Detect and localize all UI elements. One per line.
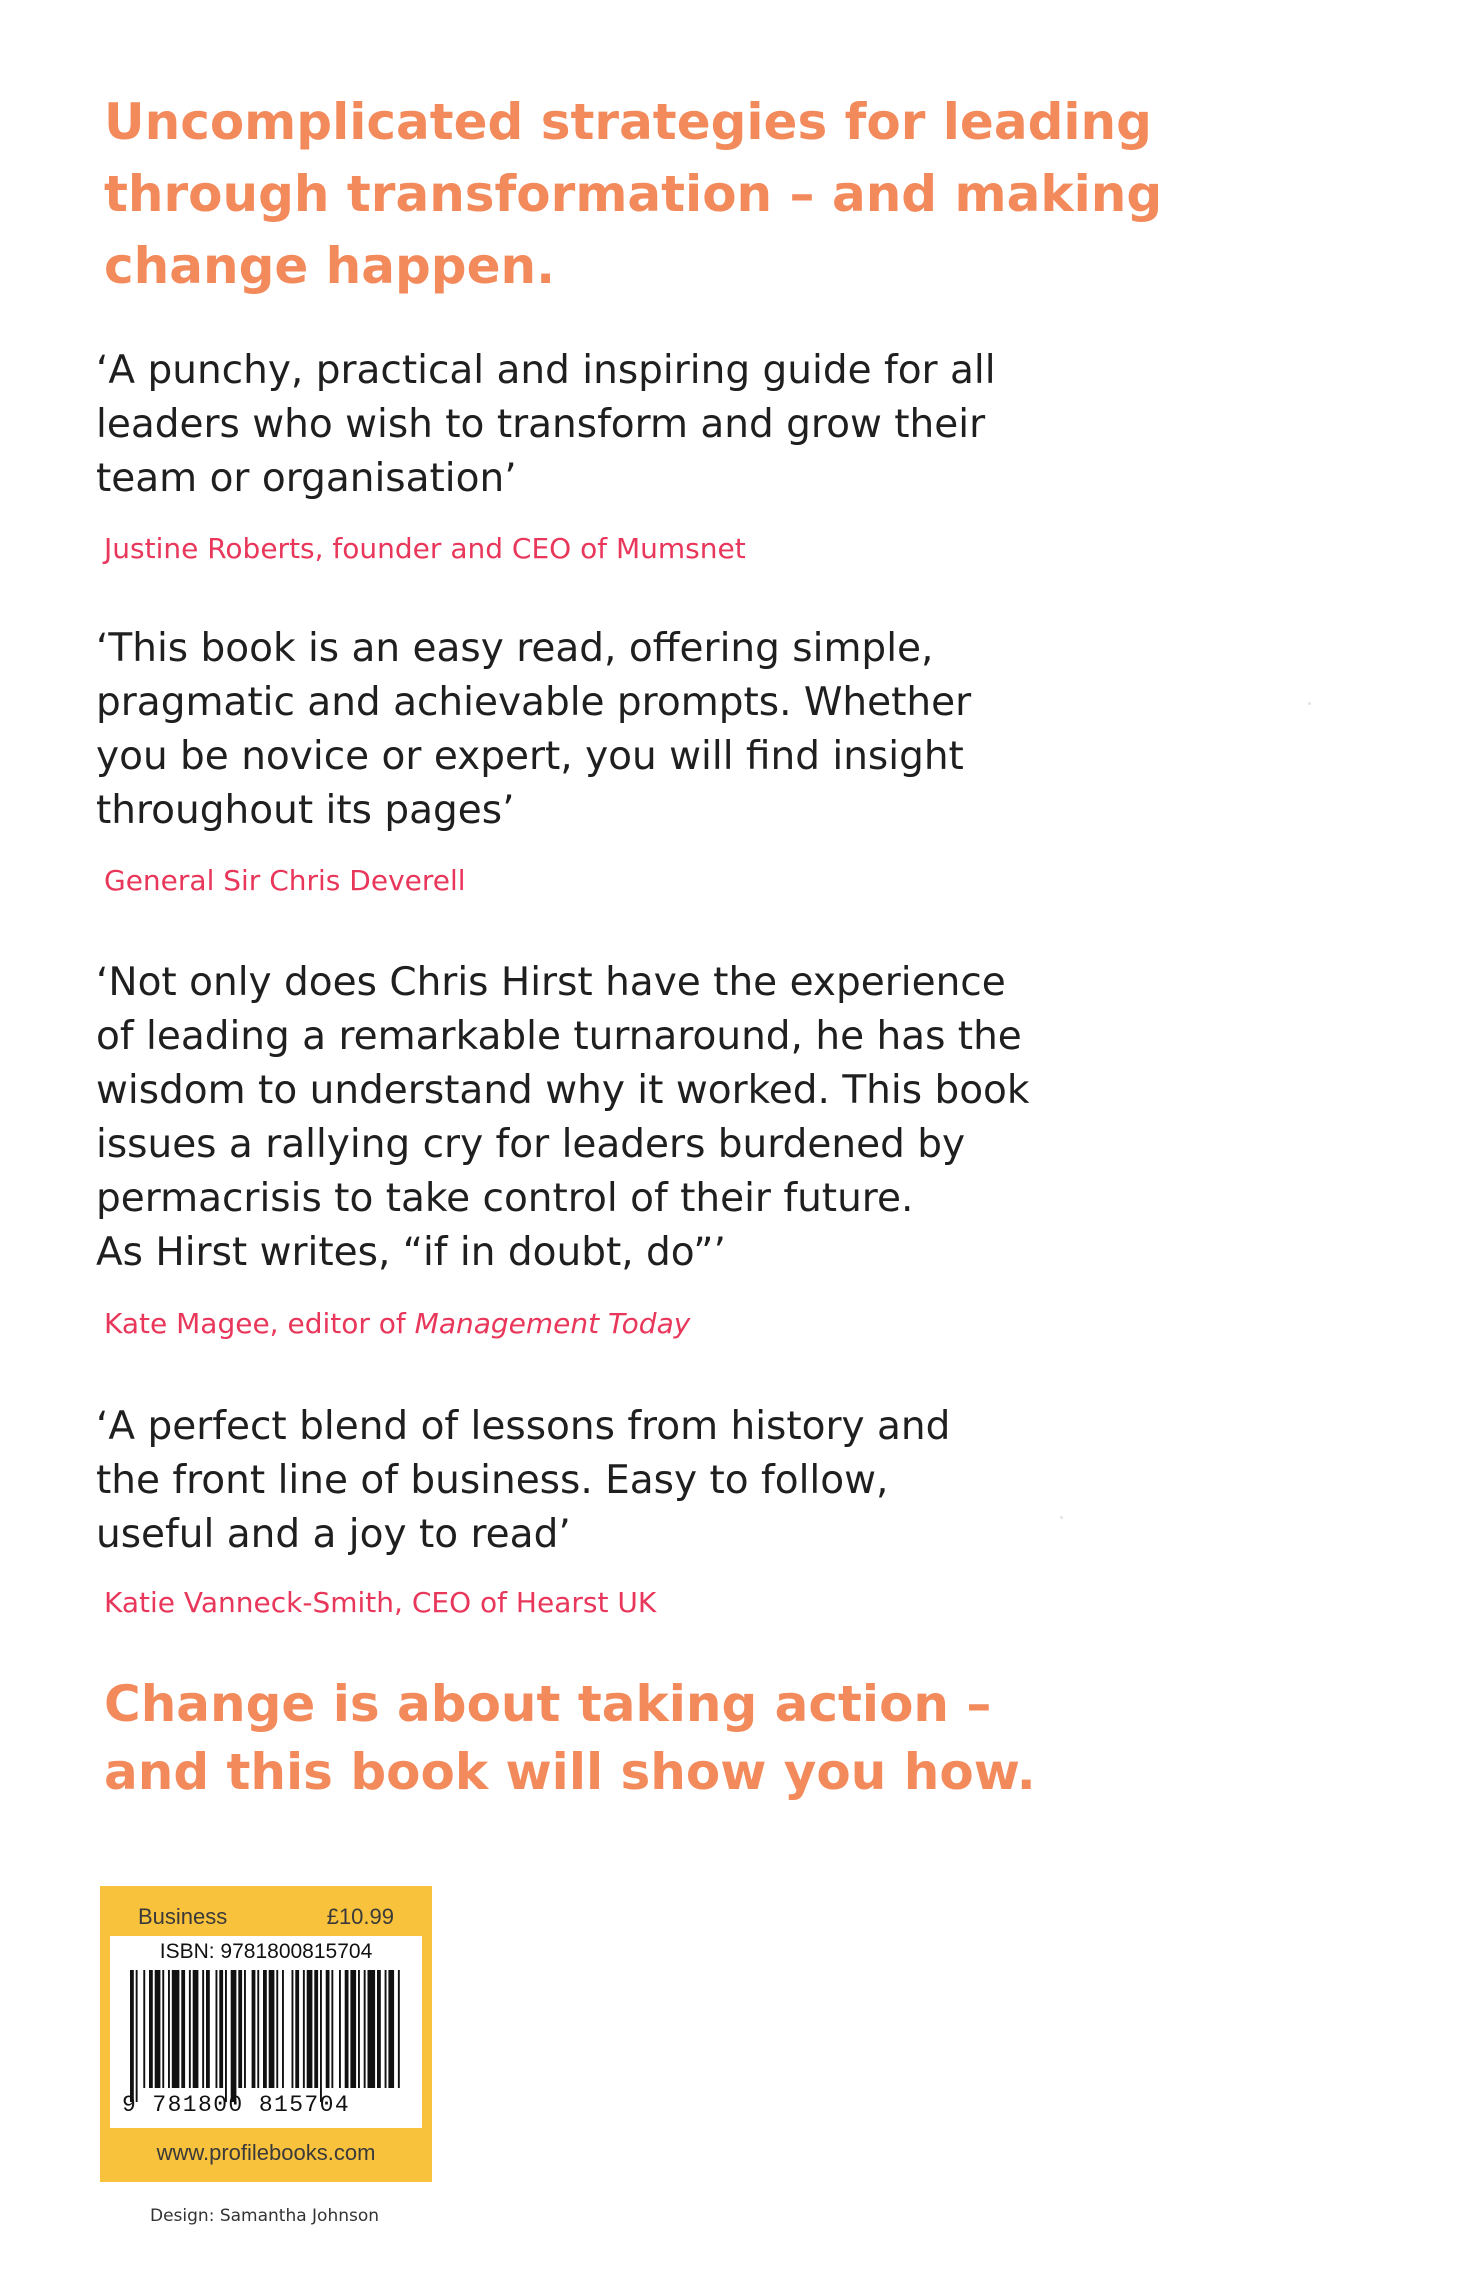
barcode-bar <box>231 1970 237 2102</box>
barcode-header <box>100 1900 432 1934</box>
isbn-text: ISBN: 9781800815704 <box>159 1940 373 1963</box>
barcode-bar <box>263 1970 267 2088</box>
quote-line: ‘A perfect blend of lessons from history and <box>96 1404 951 1449</box>
barcode-bar <box>162 1970 164 2088</box>
barcode-bar <box>216 1970 218 2088</box>
barcode-bar <box>282 1970 284 2088</box>
barcode-bar <box>377 1970 381 2088</box>
quote-3-attribution <box>104 1307 690 1340</box>
barcode-bar <box>303 1970 305 2088</box>
barcode-bar <box>238 1970 242 2088</box>
closing-headline <box>104 1670 1144 1806</box>
quote-line: leaders who wish to transform and grow their <box>96 402 986 447</box>
barcode-bar <box>331 1970 333 2088</box>
quote-line: throughout its pages’ <box>96 788 515 833</box>
publisher-website: www.profilebooks.com <box>156 2140 376 2165</box>
barcode-bar <box>244 1970 246 2088</box>
barcode-bar <box>225 1970 227 2102</box>
barcode-bar <box>358 1970 360 2088</box>
quote-2-attribution: General Sir Chris Deverell <box>104 864 466 897</box>
barcode-bar <box>193 1970 199 2088</box>
quote-1 <box>96 344 1116 506</box>
quote-line: useful and a joy to read’ <box>96 1512 571 1557</box>
quote-line: As Hirst writes, “if in doubt, do”’ <box>96 1230 726 1275</box>
barcode-bar <box>350 1970 356 2088</box>
barcode-bar <box>202 1970 204 2088</box>
barcode-bar <box>257 1970 259 2088</box>
barcode-bar <box>276 1970 278 2088</box>
closing-line: and this book will show you how. <box>104 1743 1036 1801</box>
quote-line: ‘This book is an easy read, offering simple, <box>96 626 934 671</box>
barcode-bar <box>168 1970 170 2088</box>
quote-4-attribution: Katie Vanneck-Smith, CEO of Hearst UK <box>104 1586 657 1619</box>
quote-4 <box>96 1400 1116 1562</box>
attribution-text: Kate Magee, editor of <box>104 1307 415 1340</box>
barcode-bar <box>326 1970 330 2088</box>
barcode-digits: 9 781800 815704 <box>122 2092 351 2118</box>
quote-3 <box>96 956 1116 1280</box>
quote-1-attribution: Justine Roberts, founder and CEO of Mumsnet <box>104 532 746 565</box>
barcode-bar <box>368 1970 376 2088</box>
barcode-bar <box>345 1970 349 2088</box>
barcode-bar <box>219 1970 223 2088</box>
barcode-bar <box>398 1970 400 2088</box>
barcode-bar <box>155 1970 161 2088</box>
barcode-bar <box>314 1970 318 2088</box>
barcode-bar <box>320 1970 322 2102</box>
barcode-label <box>100 1886 432 2182</box>
closing-line: Change is about taking action – <box>104 1675 992 1733</box>
tagline-line: change happen. <box>104 237 556 295</box>
quote-line: you be novice or expert, you will find insight <box>96 734 964 779</box>
barcode-bar <box>143 1970 145 2088</box>
scan-speck <box>1060 1516 1063 1519</box>
scan-speck <box>1308 702 1311 705</box>
barcode-bar <box>206 1970 210 2088</box>
quote-line: of leading a remarkable turnaround, he has the <box>96 1014 1022 1059</box>
barcode-bar <box>136 1970 138 2102</box>
barcode-bar <box>364 1970 366 2088</box>
tagline-line: through transformation – and making <box>104 165 1163 223</box>
barcode-bar <box>385 1970 387 2088</box>
design-credit: Design: Samantha Johnson <box>150 2206 380 2226</box>
barcode-bars <box>128 1970 404 2102</box>
quote-line: wisdom to understand why it worked. This book <box>96 1068 1030 1113</box>
quote-line: ‘A punchy, practical and inspiring guide for all <box>96 348 996 393</box>
barcode-bar <box>307 1970 313 2088</box>
barcode-bar <box>292 1970 294 2088</box>
category-label: Business <box>138 1904 228 1929</box>
quote-line: permacrisis to take control of their future. <box>96 1176 914 1221</box>
barcode-bar <box>295 1970 299 2088</box>
barcode-bar <box>172 1970 180 2088</box>
price-label: £10.99 <box>326 1904 394 1929</box>
tagline-line: Uncomplicated strategies for leading <box>104 93 1152 151</box>
barcode-bar <box>189 1970 191 2088</box>
barcode-bar <box>252 1970 256 2088</box>
tagline-headline <box>104 86 1163 302</box>
barcode-panel <box>110 1936 422 2128</box>
barcode-bar <box>130 1970 134 2102</box>
barcode-bar <box>388 1970 394 2088</box>
barcode-bar <box>149 1970 153 2088</box>
publication-title: Management Today <box>414 1307 691 1340</box>
quote-line: the front line of business. Easy to follow, <box>96 1458 889 1503</box>
quote-line: team or organisation’ <box>96 456 517 501</box>
barcode-bar <box>339 1970 341 2088</box>
barcode-bar <box>269 1970 275 2088</box>
barcode-bar <box>181 1970 185 2088</box>
quote-line: ‘Not only does Chris Hirst have the experience <box>96 960 1006 1005</box>
quote-line: pragmatic and achievable prompts. Whether <box>96 680 972 725</box>
quote-line: issues a rallying cry for leaders burdened by <box>96 1122 966 1167</box>
quote-2 <box>96 622 1116 838</box>
